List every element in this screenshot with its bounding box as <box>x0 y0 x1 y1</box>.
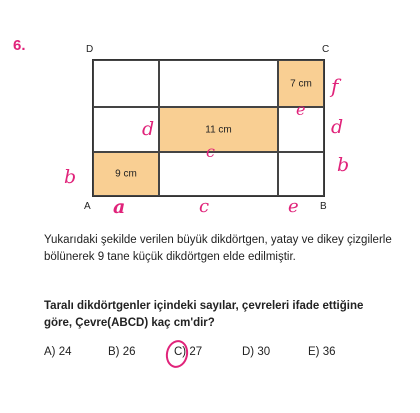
handwriting-c-mid: c <box>206 142 215 161</box>
handwriting-a: a <box>113 196 126 218</box>
handwriting-e-bottom: e <box>288 196 299 217</box>
question-number: 6. <box>13 37 26 54</box>
handwriting-d-left: d <box>142 118 155 140</box>
cell-value-11: 11 cm <box>205 124 232 135</box>
cell-r3c3 <box>278 152 324 196</box>
rectangle-abcd <box>92 59 325 197</box>
vertex-d-label: D <box>86 44 94 55</box>
cell-value-7: 7 cm <box>290 78 312 89</box>
option-a[interactable]: A) 24 <box>44 346 72 358</box>
handwriting-d-right: d <box>331 116 344 138</box>
cell-r3c2 <box>159 152 278 196</box>
option-e[interactable]: E) 36 <box>308 346 336 358</box>
answer-circle-mark <box>163 338 190 370</box>
question-text: Yukarıdaki şekilde verilen büyük dikdörtgen, yatay ve dikey çizgilerle bölünerek 9 tane küçük dikdörtgen elde edilmiştir. <box>44 234 392 263</box>
option-d[interactable]: D) 30 <box>242 346 271 358</box>
cell-value-9: 9 cm <box>115 168 137 180</box>
handwriting-f: f <box>331 74 339 98</box>
handwriting-b-right: b <box>337 154 350 176</box>
handwriting-b-left: b <box>64 166 77 188</box>
handwriting-e-top: e <box>296 100 306 119</box>
cell-r3c1-shaded <box>93 152 159 196</box>
vertex-c-label: C <box>322 44 330 55</box>
option-c[interactable]: C) 27 <box>174 346 203 358</box>
cell-r2c2-shaded <box>159 107 278 152</box>
question-prompt: Taralı dikdörtgenler içindeki sayılar, çevreleri ifade ettiğine göre, Çevre(ABCD) kaç cm'dir? <box>44 300 364 329</box>
vertex-b-label: B <box>320 201 327 212</box>
cell-r1c2 <box>159 60 278 107</box>
cell-r1c1 <box>93 60 159 107</box>
handwriting-c-bottom: c <box>199 196 210 217</box>
vertex-a-label: A <box>84 201 91 212</box>
option-b[interactable]: B) 26 <box>108 346 136 358</box>
